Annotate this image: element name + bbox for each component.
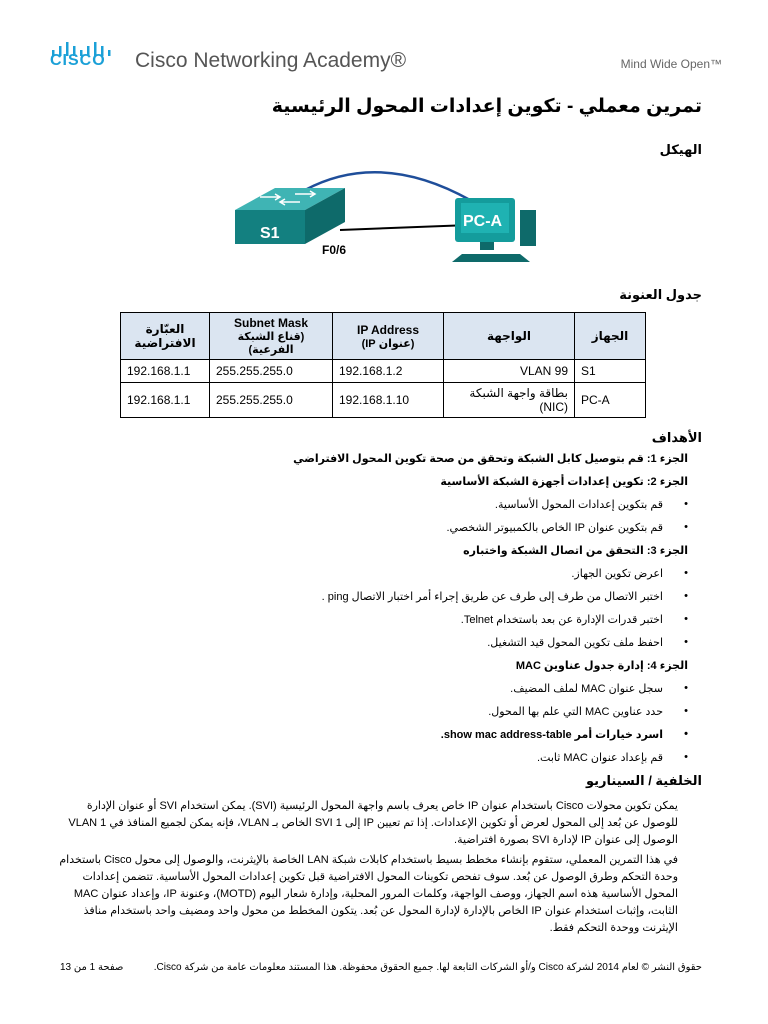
list-item: • اختبر قدرات الإدارة عن بعد باستخدام Telnet. (88, 613, 688, 626)
copyright-text: حقوق النشر © لعام 2014 لشركة Cisco و/أو الشركات التابعة لها. جميع الحقوق محفوظة. هذا المستند معلومات عامة من شركة Cisco. (153, 962, 702, 973)
cell-interface: بطاقة واجهة الشبكة (NIC) (444, 383, 575, 418)
objectives-section (88, 452, 688, 774)
header-mask: Subnet Mask (قناع الشبكة الفرعية) (210, 313, 333, 360)
cell-device: PC-A (575, 383, 646, 418)
cisco-wordmark: CISCO (50, 52, 106, 69)
table-header-row (121, 313, 646, 360)
table-row (121, 383, 646, 418)
background-paragraph-2: في هذا التمرين المعملي، ستقوم بإنشاء مخطط بسيط باستخدام كابلات شبكة LAN الخاصة بالإيثرنت، والوصول إلى محول Cisco باستخدام وحدة التحكم وطرق الوصول عن بُعد. سوف تفحص تكوينات المحول الافتراضية قبل تكوين إعدادات المحول الأساسية. تتضمن إعدادات المحول الأساسية هذه اسم الجهاز، ووصف الواجهة، وكلمات المرور المحلية، وإدارة شعار اليوم (MOTD)، وعنونة IP، وإعداد عنوان MAC الثابت، وإثبات استخدام عنوان IP الخاص بالإدارة لإدارة المحول عن بُعد. يتكون المخطط من محول واحد ومضيف واحد باستخدام منافذ الإيثرنت ووحدة التحكم فقط. (59, 854, 678, 934)
list-item: • اسرد خيارات أمر show mac address-table. (88, 728, 688, 741)
document-title: تمرين معملي - تكوين إعدادات المحول الرئيسية (271, 96, 702, 117)
header-interface: الواجهة (444, 313, 575, 360)
list-item: • اعرض تكوين الجهاز. (88, 567, 688, 580)
header-device: الجهاز (575, 313, 646, 360)
part2-title: الجزء 2: تكوين إعدادات أجهزة الشبكة الأساسية (440, 476, 688, 488)
part1-title: الجزء 1: قم بتوصيل كابل الشبكة وتحقق من صحة تكوين المحول الافتراضي (293, 453, 688, 465)
page-number: صفحة 1 من 13 (60, 962, 124, 973)
cell-ip: 192.168.1.10 (333, 383, 444, 418)
cell-gateway: 192.168.1.1 (121, 360, 210, 383)
header-ip: IP Address (عنوان IP) (333, 313, 444, 360)
cell-gateway: 192.168.1.1 (121, 383, 210, 418)
topology-heading: الهيكل (659, 142, 702, 157)
pc-label: PC-A (463, 213, 503, 230)
table-row (121, 360, 646, 383)
list-item: • قم بتكوين عنوان IP الخاص بالكمبيوتر الشخصي. (88, 521, 688, 534)
ethernet-cable (340, 225, 470, 230)
switch-label: S1 (260, 225, 280, 242)
cell-interface: VLAN 99 (444, 360, 575, 383)
cell-ip: 192.168.1.2 (333, 360, 444, 383)
part4-list (88, 682, 688, 764)
address-table-heading: جدول العنونة (619, 287, 702, 302)
part3-title: الجزء 3: التحقق من اتصال الشبكة واختباره (463, 545, 688, 557)
academy-title: Cisco Networking Academy® (135, 49, 407, 72)
cell-mask: 255.255.255.0 (210, 360, 333, 383)
cell-device: S1 (575, 360, 646, 383)
list-item: • احفظ ملف تكوين المحول قيد التشغيل. (88, 636, 688, 649)
list-item: • حدد عناوين MAC التي علم بها المحول. (88, 705, 688, 718)
part4-title: الجزء 4: إدارة جدول عناوين MAC (515, 660, 688, 672)
header-gateway: العبّارة الافتراضية (121, 313, 210, 360)
switch-icon (235, 188, 345, 244)
tagline: Mind Wide Open™ (620, 57, 722, 71)
background-paragraph-1: يمكن تكوين محولات Cisco باستخدام عنوان IP خاص يعرف باسم واجهة المحول الرئيسية (SVI). يمكن استخدام SVI أو عنوان الإدارة للوصول عن بُعد إلى المحول لعرض أو تكوين الإعدادات. إذا تم تعيين IP إلى SVI 1 الخاص بـ VLAN، فإنه يمكن لجميع المنافذ في VLAN 1 الوصول إلى عنوان IP لإدارة SVI بصورة افتراضية. (68, 800, 678, 846)
objectives-heading: الأهداف (651, 430, 702, 445)
part2-list (88, 498, 688, 534)
page-header (0, 0, 768, 82)
pc-icon (452, 198, 536, 262)
part3-list (88, 567, 688, 649)
address-table (120, 312, 646, 418)
topology-diagram (230, 170, 550, 270)
background-heading: الخلفية / السيناريو (586, 773, 702, 788)
list-item: • سجل عنوان MAC لملف المضيف. (88, 682, 688, 695)
cell-mask: 255.255.255.0 (210, 383, 333, 418)
port-label: F0/6 (322, 243, 347, 257)
list-item: • اختبر الاتصال من طرف إلى طرف عن طريق إجراء أمر اختبار الاتصال ping . (88, 590, 688, 603)
list-item: • قم بإعداد عنوان MAC ثابت. (88, 751, 688, 764)
list-item: • قم بتكوين إعدادات المحول الأساسية. (88, 498, 688, 511)
